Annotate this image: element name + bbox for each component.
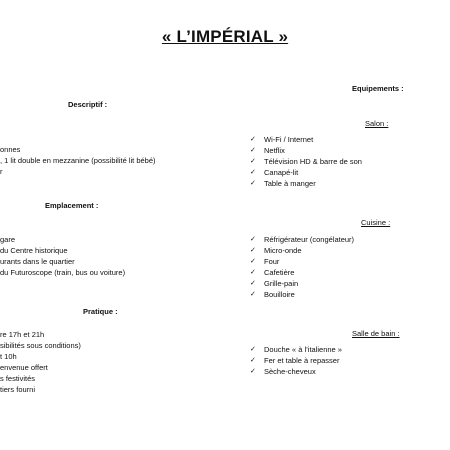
list-item: sibilités sous conditions) (0, 341, 81, 350)
descriptif-heading: Descriptif : (68, 100, 108, 109)
check-icon: ✓ (250, 158, 256, 165)
check-icon: ✓ (250, 357, 256, 364)
check-icon: ✓ (250, 136, 256, 143)
list-item-label: Bouilloire (264, 290, 295, 299)
check-icon: ✓ (250, 180, 256, 187)
list-item: du Centre historique (0, 246, 68, 255)
list-item: onnes (0, 145, 21, 154)
cuisine-heading: Cuisine : (361, 218, 391, 227)
list-item (250, 267, 354, 278)
document-title: « L’IMPÉRIAL » (161, 27, 289, 46)
list-item: re 17h et 21h (0, 330, 45, 339)
check-icon: ✓ (250, 346, 256, 353)
list-item-label: Sèche-cheveux (264, 367, 316, 376)
list-item: envenue offert (0, 363, 48, 372)
cuisine-list (250, 234, 354, 300)
salon-heading: Salon : (365, 119, 389, 128)
list-item: urants dans le quartier (0, 257, 75, 266)
list-item (250, 156, 362, 167)
salle-de-bain-list (250, 344, 342, 377)
list-item (250, 245, 354, 256)
list-item-label: Netflix (264, 146, 285, 155)
check-icon: ✓ (250, 169, 256, 176)
equipements-heading: Equipements : (352, 84, 404, 93)
pratique-heading: Pratique : (83, 307, 118, 316)
check-icon: ✓ (250, 236, 256, 243)
list-item (250, 355, 342, 366)
salle-de-bain-heading: Salle de bain : (352, 329, 400, 338)
list-item (250, 366, 342, 377)
list-item: , 1 lit double en mezzanine (possibilité lit bébé) (0, 156, 156, 165)
list-item (250, 256, 354, 267)
list-item-label: Douche « à l’italienne » (264, 345, 342, 354)
check-icon: ✓ (250, 269, 256, 276)
list-item-label: Grille-pain (264, 279, 299, 288)
list-item-label: Wi-Fi / Internet (264, 135, 314, 144)
list-item-label: Cafetière (264, 268, 295, 277)
list-item (250, 344, 342, 355)
list-item: gare (0, 235, 16, 244)
list-item (250, 134, 362, 145)
salon-list (250, 134, 362, 189)
list-item-label: Table à manger (264, 179, 316, 188)
list-item: r (0, 167, 3, 176)
emplacement-list (0, 234, 125, 278)
list-item: s festivités (0, 374, 36, 383)
check-icon: ✓ (250, 258, 256, 265)
list-item-label: Réfrigérateur (congélateur) (264, 235, 355, 244)
list-item (250, 145, 362, 156)
list-item-label: Micro-onde (264, 246, 302, 255)
list-item (250, 289, 354, 300)
check-icon: ✓ (250, 280, 256, 287)
list-item (250, 234, 354, 245)
list-item (250, 178, 362, 189)
list-item (250, 278, 354, 289)
check-icon: ✓ (250, 291, 256, 298)
list-item-label: Canapé-lit (264, 168, 299, 177)
list-item: tiers fourni (0, 385, 36, 394)
list-item (250, 167, 362, 178)
check-icon: ✓ (250, 147, 256, 154)
list-item-label: Fer et table à repasser (264, 356, 340, 365)
list-item: t 10h (0, 352, 17, 361)
emplacement-heading: Emplacement : (45, 201, 99, 210)
check-icon: ✓ (250, 368, 256, 375)
check-icon: ✓ (250, 247, 256, 254)
list-item: du Futuroscope (train, bus ou voiture) (0, 268, 126, 277)
list-item-label: Four (264, 257, 280, 266)
list-item-label: Télévision HD & barre de son (264, 157, 362, 166)
descriptif-list (0, 144, 156, 177)
pratique-list (0, 329, 81, 395)
